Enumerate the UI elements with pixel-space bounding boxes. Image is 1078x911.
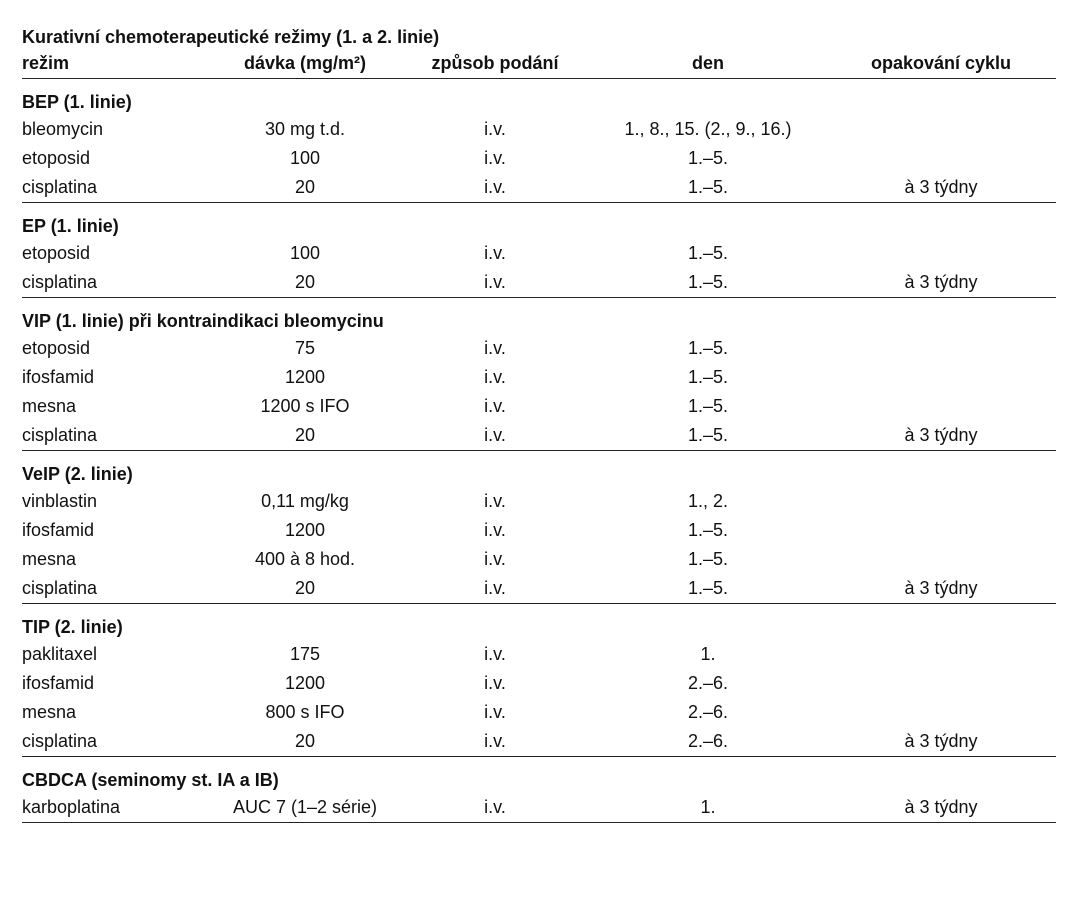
cell-dose: 20	[294, 578, 316, 598]
cell-route: i.v.	[484, 425, 506, 445]
cell-drug: paklitaxel	[22, 644, 98, 664]
cell-day: 1.–5.	[687, 148, 729, 168]
cell-cycle-repeat: à 3 týdny	[904, 425, 978, 445]
table-row	[22, 545, 1056, 574]
column-header-dose: dávka (mg/m²)	[243, 53, 367, 73]
cell-route: i.v.	[484, 644, 506, 664]
cell-route: i.v.	[484, 338, 506, 358]
cell-cycle-repeat	[826, 640, 1056, 669]
cell-dose: 400 à 8 hod.	[254, 549, 356, 569]
cell-day: 1., 2.	[687, 491, 729, 511]
cell-day: 1., 8., 15. (2., 9., 16.)	[624, 119, 792, 139]
table-row	[22, 574, 1056, 603]
cell-day: 2.–6.	[687, 731, 729, 751]
table-row	[22, 334, 1056, 363]
cell-cycle-repeat	[826, 698, 1056, 727]
table-row	[22, 392, 1056, 421]
cell-cycle-repeat	[826, 239, 1056, 268]
cell-route: i.v.	[484, 702, 506, 722]
column-header-cycle-repeat: opakování cyklu	[870, 53, 1012, 73]
cell-cycle-repeat	[826, 669, 1056, 698]
column-header-day: den	[691, 53, 724, 73]
cell-drug: cisplatina	[22, 425, 98, 445]
table-row	[22, 115, 1056, 144]
cell-route: i.v.	[484, 177, 506, 197]
cell-dose: 20	[294, 425, 316, 445]
cell-dose: 800 s IFO	[265, 702, 345, 722]
table-row	[22, 669, 1056, 698]
table-row	[22, 487, 1056, 516]
cell-dose: AUC 7 (1–2 série)	[232, 797, 378, 817]
cell-route: i.v.	[484, 578, 506, 598]
cell-day: 1.–5.	[687, 243, 729, 263]
cell-drug: etoposid	[22, 243, 91, 263]
regimen-section	[22, 203, 1056, 298]
cell-route: i.v.	[484, 491, 506, 511]
cell-drug: karboplatina	[22, 797, 121, 817]
cell-day: 1.–5.	[687, 549, 729, 569]
cell-day: 1.–5.	[687, 272, 729, 292]
cell-day: 1.	[700, 644, 716, 664]
cell-route: i.v.	[484, 243, 506, 263]
cell-day: 1.–5.	[687, 177, 729, 197]
regimen-title: CBDCA (seminomy st. IA a IB)	[22, 770, 279, 790]
table-row	[22, 144, 1056, 173]
cell-drug: cisplatina	[22, 731, 98, 751]
regimen-title: VeIP (2. linie)	[22, 464, 133, 484]
cell-route: i.v.	[484, 520, 506, 540]
cell-dose: 20	[294, 272, 316, 292]
cell-dose: 75	[294, 338, 316, 358]
cell-day: 1.–5.	[687, 578, 729, 598]
cell-route: i.v.	[484, 148, 506, 168]
cell-cycle-repeat	[826, 363, 1056, 392]
cell-cycle-repeat: à 3 týdny	[904, 272, 978, 292]
table-row	[22, 421, 1056, 450]
cell-cycle-repeat: à 3 týdny	[904, 731, 978, 751]
cell-dose: 1200	[284, 673, 326, 693]
cell-day: 1.–5.	[687, 338, 729, 358]
cell-route: i.v.	[484, 272, 506, 292]
cell-drug: etoposid	[22, 338, 91, 358]
cell-drug: bleomycin	[22, 119, 104, 139]
cell-cycle-repeat	[826, 392, 1056, 421]
cell-drug: ifosfamid	[22, 367, 95, 387]
cell-cycle-repeat	[826, 115, 1056, 144]
table-row	[22, 640, 1056, 669]
cell-route: i.v.	[484, 119, 506, 139]
table-row	[22, 727, 1056, 756]
regimen-section	[22, 604, 1056, 757]
cell-dose: 20	[294, 731, 316, 751]
regimen-title: BEP (1. linie)	[22, 92, 132, 112]
regimen-title: VIP (1. linie) při kontraindikaci bleomycinu	[22, 311, 384, 331]
table-title: Kurativní chemoterapeutické režimy (1. a 2. linie)	[22, 27, 440, 47]
cell-cycle-repeat: à 3 týdny	[904, 578, 978, 598]
table-row	[22, 268, 1056, 297]
regimen-title: TIP (2. linie)	[22, 617, 123, 637]
cell-day: 1.–5.	[687, 520, 729, 540]
cell-drug: etoposid	[22, 148, 91, 168]
cell-route: i.v.	[484, 731, 506, 751]
table-row	[22, 173, 1056, 202]
cell-drug: cisplatina	[22, 272, 98, 292]
cell-drug: ifosfamid	[22, 673, 95, 693]
cell-route: i.v.	[484, 549, 506, 569]
table-body	[22, 79, 1056, 823]
cell-day: 1.–5.	[687, 367, 729, 387]
cell-route: i.v.	[484, 367, 506, 387]
cell-dose: 175	[289, 644, 321, 664]
table-row	[22, 698, 1056, 727]
cell-drug: mesna	[22, 549, 77, 569]
cell-dose: 30 mg t.d.	[264, 119, 346, 139]
table-row	[22, 516, 1056, 545]
cell-cycle-repeat	[826, 487, 1056, 516]
cell-day: 1.–5.	[687, 425, 729, 445]
cell-cycle-repeat: à 3 týdny	[904, 797, 978, 817]
column-header-route: způsob podání	[431, 53, 559, 73]
cell-dose: 1200	[284, 520, 326, 540]
regimen-section	[22, 79, 1056, 203]
cell-drug: cisplatina	[22, 177, 98, 197]
cell-day: 2.–6.	[687, 702, 729, 722]
table-row	[22, 239, 1056, 268]
cell-drug: ifosfamid	[22, 520, 95, 540]
cell-cycle-repeat	[826, 144, 1056, 173]
regimen-section	[22, 451, 1056, 604]
cell-drug: mesna	[22, 396, 77, 416]
cell-dose: 20	[294, 177, 316, 197]
regimen-section	[22, 298, 1056, 451]
chemotherapy-table	[22, 24, 1056, 823]
cell-route: i.v.	[484, 797, 506, 817]
cell-dose: 100	[289, 243, 321, 263]
cell-day: 1.–5.	[687, 396, 729, 416]
regimen-section	[22, 757, 1056, 823]
cell-route: i.v.	[484, 673, 506, 693]
cell-drug: vinblastin	[22, 491, 98, 511]
column-header-regimen: režim	[22, 53, 70, 73]
cell-day: 2.–6.	[687, 673, 729, 693]
cell-cycle-repeat	[826, 516, 1056, 545]
cell-drug: mesna	[22, 702, 77, 722]
cell-day: 1.	[700, 797, 716, 817]
cell-route: i.v.	[484, 396, 506, 416]
table-header	[22, 50, 1056, 79]
cell-dose: 1200 s IFO	[260, 396, 350, 416]
cell-cycle-repeat: à 3 týdny	[904, 177, 978, 197]
cell-drug: cisplatina	[22, 578, 98, 598]
table-row	[22, 363, 1056, 392]
cell-cycle-repeat	[826, 545, 1056, 574]
table-row	[22, 793, 1056, 822]
cell-cycle-repeat	[826, 334, 1056, 363]
cell-dose: 100	[289, 148, 321, 168]
cell-dose: 0,11 mg/kg	[261, 491, 349, 511]
regimen-title: EP (1. linie)	[22, 216, 119, 236]
cell-dose: 1200	[284, 367, 326, 387]
